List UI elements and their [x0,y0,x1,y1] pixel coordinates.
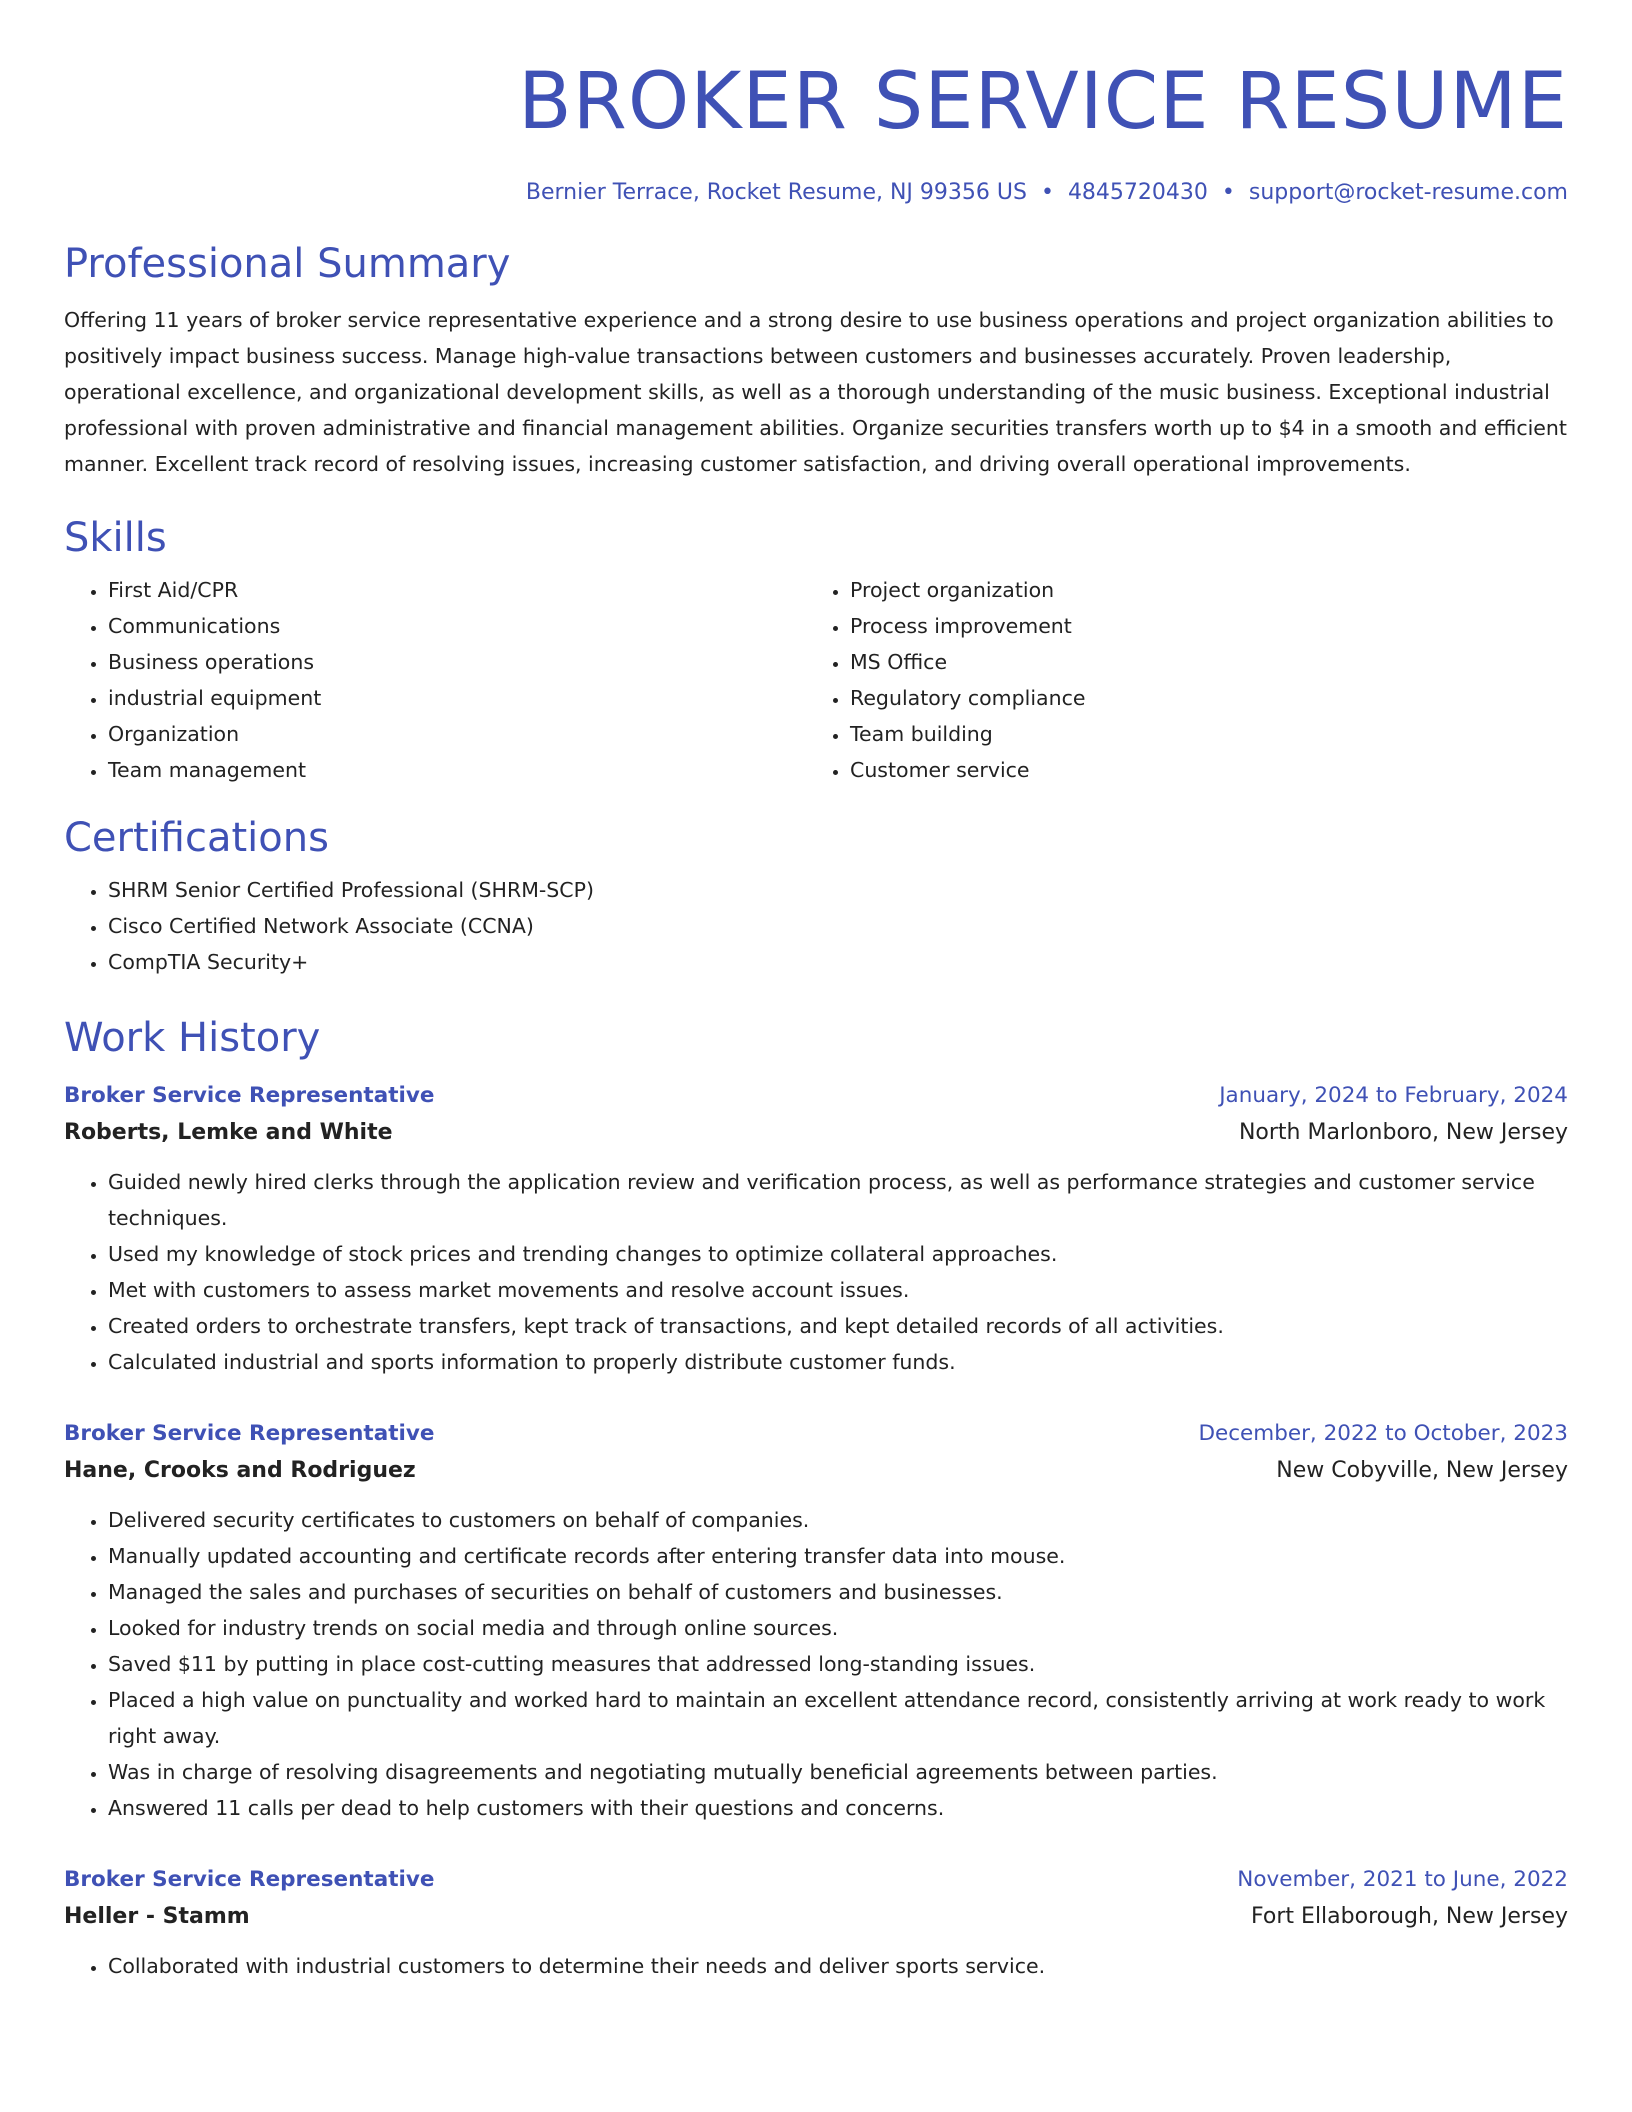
skill-item: • Business operations [108,644,806,680]
duty-item: • Placed a high value on punctuality and worked hard to maintain an excellent attendance record, consistently arriving at work ready to work right away. [108,1682,1568,1754]
skill-item: • Team building [850,716,1548,752]
summary-heading: Professional Summary [64,241,511,287]
skill-item: • Process improvement [850,608,1548,644]
job-duties [64,1164,1568,1380]
duty-item: • Answered 11 calls per dead to help customers with their questions and concerns. [108,1790,1568,1826]
job-duties [64,1502,1568,1826]
job-title: Broker Service Representative [64,1421,435,1446]
job-dates: November, 2021 to June, 2022 [1237,1867,1568,1892]
job-duties [64,1948,1568,1984]
contact-phone[interactable]: 4845720430 [1067,180,1208,205]
skill-item: • Customer service [850,752,1548,788]
job-entry [64,1416,1568,1826]
skills-heading: Skills [64,515,167,561]
certification-item: • CompTIA Security+ [108,944,1568,980]
duty-item: • Calculated industrial and sports information to properly distribute customer funds. [108,1344,1568,1380]
contact-address: Bernier Terrace, Rocket Resume, NJ 99356 US [525,180,1027,205]
certifications-heading: Certifications [64,815,329,861]
duty-item: • Manually updated accounting and certificate records after entering transfer data into mouse. [108,1538,1568,1574]
duty-item: • Collaborated with industrial customers to determine their needs and deliver sports service. [108,1948,1568,1984]
skill-item: • industrial equipment [108,680,806,716]
certification-item: • Cisco Certified Network Associate (CCNA) [108,908,1568,944]
duty-item: • Managed the sales and purchases of securities on behalf of customers and businesses. [108,1574,1568,1610]
job-entry [64,1862,1568,1984]
job-entry [64,1078,1568,1380]
skill-item: • MS Office [850,644,1548,680]
job-location: North Marlonboro, New Jersey [1238,1120,1568,1145]
duty-item: • Met with customers to assess market movements and resolve account issues. [108,1272,1568,1308]
duty-item: • Used my knowledge of stock prices and trending changes to optimize collateral approaches. [108,1236,1568,1272]
certifications-list [64,872,1568,980]
skill-item: • Regulatory compliance [850,680,1548,716]
contact-email[interactable]: support@rocket-resume.com [1248,180,1568,205]
job-company: Hane, Crooks and Rodriguez [64,1458,416,1483]
job-dates: January, 2024 to February, 2024 [1219,1083,1568,1108]
job-title: Broker Service Representative [64,1083,435,1108]
job-company: Heller - Stamm [64,1904,250,1929]
job-title: Broker Service Representative [64,1867,435,1892]
duty-item: • Was in charge of resolving disagreements and negotiating mutually beneficial agreements between parties. [108,1754,1568,1790]
job-location: New Cobyville, New Jersey [1276,1458,1568,1483]
resume-title: BROKER SERVICE RESUME [518,57,1568,147]
contact-separator: • [1040,180,1054,205]
certification-item: • SHRM Senior Certified Professional (SHRM-SCP) [108,872,1568,908]
skill-item: • Communications [108,608,806,644]
skills-grid [64,572,1568,788]
duty-item: • Saved $11 by putting in place cost-cutting measures that addressed long-standing issues. [108,1646,1568,1682]
skills-column-left [64,572,806,788]
duty-item: • Looked for industry trends on social media and through online sources. [108,1610,1568,1646]
contact-separator: • [1221,180,1235,205]
skill-item: • First Aid/CPR [108,572,806,608]
skill-item: • Organization [108,716,806,752]
job-dates: December, 2022 to October, 2023 [1198,1421,1568,1446]
duty-item: • Created orders to orchestrate transfers, kept track of transactions, and kept detailed records of all activities. [108,1308,1568,1344]
job-company: Roberts, Lemke and White [64,1120,393,1145]
duty-item: • Delivered security certificates to customers on behalf of companies. [108,1502,1568,1538]
skill-item: • Team management [108,752,806,788]
summary-text: Offering 11 years of broker service representative experience and a strong desire to use business operations and project organization abilities to positively impact business success. Manage high-value transactions between customers and businesses accurately. Proven leadership, operational excellence, and organizational development skills, as well as a thorough understanding of the music business. Exceptional industrial professional with proven administrative and financial management abilities. Organize securities transfers worth up to $4 in a smooth and efficient manner. Excellent track record of resolving issues, increasing customer satisfaction, and driving overall operational improvements. [64,308,1567,476]
work-history-heading: Work History [64,1015,321,1061]
duty-item: • Guided newly hired clerks through the application review and verification process, as well as performance strategies and customer service techniques. [108,1164,1568,1236]
job-location: Fort Ellaborough, New Jersey [1251,1904,1568,1929]
skills-column-right [806,572,1548,788]
contact-line [64,178,1568,208]
skill-item: • Project organization [850,572,1548,608]
